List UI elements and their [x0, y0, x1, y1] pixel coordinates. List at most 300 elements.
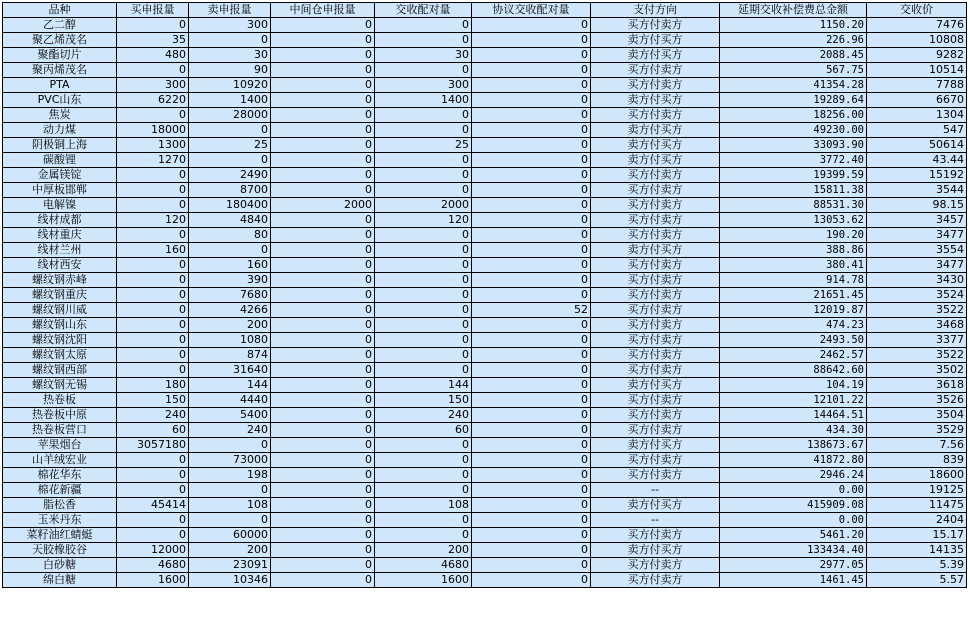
cell-delivery-price: 3477 — [867, 228, 967, 243]
cell-delivery-price: 19125 — [867, 483, 967, 498]
cell-buy-declared: 0 — [117, 258, 189, 273]
table-row — [3, 423, 967, 438]
table-row — [3, 93, 967, 108]
cell-agreement-matched: 0 — [472, 468, 591, 483]
cell-delivery-price: 7788 — [867, 78, 967, 93]
cell-product: 阴极铜上海 — [3, 138, 117, 153]
cell-payment-direction: 买方付卖方 — [591, 228, 720, 243]
cell-delivery-price: 10808 — [867, 33, 967, 48]
cell-buy-declared: 1300 — [117, 138, 189, 153]
cell-product: 热卷板中原 — [3, 408, 117, 423]
table-row — [3, 33, 967, 48]
cell-product: 绵白糖 — [3, 573, 117, 588]
cell-payment-direction: 买方付卖方 — [591, 273, 720, 288]
cell-buy-declared: 6220 — [117, 93, 189, 108]
cell-product: 聚酯切片 — [3, 48, 117, 63]
cell-delivery-matched: 1600 — [375, 573, 472, 588]
cell-intermediate-declared: 0 — [271, 303, 375, 318]
cell-sell-declared: 108 — [189, 498, 271, 513]
table-row — [3, 453, 967, 468]
cell-intermediate-declared: 0 — [271, 408, 375, 423]
cell-delivery-matched: 0 — [375, 453, 472, 468]
cell-sell-declared: 300 — [189, 18, 271, 33]
cell-product: 聚丙烯茂名 — [3, 63, 117, 78]
cell-intermediate-declared: 0 — [271, 423, 375, 438]
cell-delivery-price: 3618 — [867, 378, 967, 393]
cell-intermediate-declared: 0 — [271, 63, 375, 78]
cell-compensation-total: 41354.28 — [720, 78, 867, 93]
cell-delivery-matched: 1400 — [375, 93, 472, 108]
cell-product: 天胶橡胶谷 — [3, 543, 117, 558]
cell-compensation-total: 914.78 — [720, 273, 867, 288]
cell-payment-direction: 卖方付买方 — [591, 123, 720, 138]
cell-sell-declared: 874 — [189, 348, 271, 363]
cell-buy-declared: 1600 — [117, 573, 189, 588]
cell-sell-declared: 30 — [189, 48, 271, 63]
cell-payment-direction: 卖方付买方 — [591, 438, 720, 453]
cell-agreement-matched: 0 — [472, 273, 591, 288]
cell-compensation-total: 18256.00 — [720, 108, 867, 123]
table-row — [3, 18, 967, 33]
cell-payment-direction: 买方付卖方 — [591, 468, 720, 483]
cell-delivery-price: 14135 — [867, 543, 967, 558]
cell-payment-direction: 买方付卖方 — [591, 348, 720, 363]
cell-delivery-matched: 0 — [375, 123, 472, 138]
cell-payment-direction: 卖方付买方 — [591, 543, 720, 558]
cell-delivery-matched: 25 — [375, 138, 472, 153]
cell-product: 螺纹钢无锡 — [3, 378, 117, 393]
cell-delivery-matched: 0 — [375, 303, 472, 318]
cell-buy-declared: 480 — [117, 48, 189, 63]
cell-delivery-price: 6670 — [867, 93, 967, 108]
table-row — [3, 513, 967, 528]
cell-delivery-matched: 0 — [375, 18, 472, 33]
cell-delivery-matched: 0 — [375, 318, 472, 333]
cell-compensation-total: 19289.64 — [720, 93, 867, 108]
cell-delivery-price: 3529 — [867, 423, 967, 438]
cell-agreement-matched: 0 — [472, 318, 591, 333]
cell-sell-declared: 10346 — [189, 573, 271, 588]
cell-agreement-matched: 0 — [472, 378, 591, 393]
cell-sell-declared: 5400 — [189, 408, 271, 423]
cell-compensation-total: 15811.38 — [720, 183, 867, 198]
cell-compensation-total: 474.23 — [720, 318, 867, 333]
cell-buy-declared: 3057180 — [117, 438, 189, 453]
cell-intermediate-declared: 0 — [271, 333, 375, 348]
cell-delivery-matched: 0 — [375, 333, 472, 348]
cell-compensation-total: 12019.87 — [720, 303, 867, 318]
cell-intermediate-declared: 0 — [271, 348, 375, 363]
cell-agreement-matched: 0 — [472, 123, 591, 138]
cell-payment-direction: 卖方付买方 — [591, 378, 720, 393]
cell-agreement-matched: 0 — [472, 213, 591, 228]
table-row — [3, 258, 967, 273]
cell-delivery-price: 839 — [867, 453, 967, 468]
table-row — [3, 438, 967, 453]
cell-delivery-price: 3544 — [867, 183, 967, 198]
cell-payment-direction: 买方付卖方 — [591, 78, 720, 93]
cell-intermediate-declared: 0 — [271, 483, 375, 498]
cell-delivery-matched: 0 — [375, 63, 472, 78]
cell-delivery-matched: 30 — [375, 48, 472, 63]
cell-compensation-total: 567.75 — [720, 63, 867, 78]
cell-product: 螺纹钢重庆 — [3, 288, 117, 303]
cell-compensation-total: 14464.51 — [720, 408, 867, 423]
cell-buy-declared: 300 — [117, 78, 189, 93]
cell-delivery-matched: 0 — [375, 273, 472, 288]
cell-product: 玉米丹东 — [3, 513, 117, 528]
table-body — [3, 18, 967, 588]
cell-agreement-matched: 0 — [472, 258, 591, 273]
header-delivery-price: 交收价 — [867, 3, 967, 18]
cell-product: 电解镍 — [3, 198, 117, 213]
cell-intermediate-declared: 0 — [271, 378, 375, 393]
cell-payment-direction: 卖方付买方 — [591, 498, 720, 513]
cell-buy-declared: 0 — [117, 528, 189, 543]
cell-agreement-matched: 0 — [472, 168, 591, 183]
cell-delivery-price: 3554 — [867, 243, 967, 258]
header-delivery-matched: 交收配对量 — [375, 3, 472, 18]
cell-sell-declared: 31640 — [189, 363, 271, 378]
cell-compensation-total: 2946.24 — [720, 468, 867, 483]
table-row — [3, 333, 967, 348]
cell-product: 焦炭 — [3, 108, 117, 123]
cell-delivery-price: 11475 — [867, 498, 967, 513]
cell-product: 线材西安 — [3, 258, 117, 273]
cell-product: 螺纹钢赤峰 — [3, 273, 117, 288]
cell-delivery-matched: 120 — [375, 213, 472, 228]
cell-intermediate-declared: 0 — [271, 498, 375, 513]
cell-buy-declared: 0 — [117, 333, 189, 348]
table-row — [3, 543, 967, 558]
cell-intermediate-declared: 0 — [271, 78, 375, 93]
cell-product: 菜籽油红蜻蜓 — [3, 528, 117, 543]
cell-compensation-total: 380.41 — [720, 258, 867, 273]
cell-intermediate-declared: 0 — [271, 288, 375, 303]
cell-buy-declared: 240 — [117, 408, 189, 423]
table-row — [3, 138, 967, 153]
table-row — [3, 348, 967, 363]
cell-payment-direction: 卖方付买方 — [591, 48, 720, 63]
cell-product: 线材重庆 — [3, 228, 117, 243]
cell-buy-declared: 0 — [117, 18, 189, 33]
cell-delivery-matched: 0 — [375, 153, 472, 168]
cell-compensation-total: 41872.80 — [720, 453, 867, 468]
cell-sell-declared: 10920 — [189, 78, 271, 93]
cell-payment-direction: 卖方付买方 — [591, 138, 720, 153]
cell-agreement-matched: 0 — [472, 498, 591, 513]
cell-compensation-total: 388.86 — [720, 243, 867, 258]
cell-delivery-matched: 0 — [375, 348, 472, 363]
cell-compensation-total: 88642.60 — [720, 363, 867, 378]
cell-agreement-matched: 0 — [472, 33, 591, 48]
cell-delivery-price: 3477 — [867, 258, 967, 273]
cell-product: 山羊绒宏业 — [3, 453, 117, 468]
cell-agreement-matched: 0 — [472, 108, 591, 123]
cell-delivery-matched: 0 — [375, 33, 472, 48]
cell-agreement-matched: 0 — [472, 363, 591, 378]
table-row — [3, 183, 967, 198]
cell-payment-direction: 卖方付买方 — [591, 153, 720, 168]
cell-delivery-price: 5.57 — [867, 573, 967, 588]
cell-buy-declared: 45414 — [117, 498, 189, 513]
cell-buy-declared: 0 — [117, 228, 189, 243]
cell-payment-direction: 买方付卖方 — [591, 363, 720, 378]
cell-payment-direction: 买方付卖方 — [591, 183, 720, 198]
cell-compensation-total: 2977.05 — [720, 558, 867, 573]
cell-product: 白砂糖 — [3, 558, 117, 573]
cell-buy-declared: 0 — [117, 303, 189, 318]
cell-compensation-total: 3772.40 — [720, 153, 867, 168]
cell-buy-declared: 0 — [117, 198, 189, 213]
cell-delivery-price: 3504 — [867, 408, 967, 423]
delivery-settlement-table — [2, 2, 967, 588]
cell-intermediate-declared: 0 — [271, 33, 375, 48]
cell-delivery-price: 3524 — [867, 288, 967, 303]
table-row — [3, 243, 967, 258]
cell-delivery-price: 3468 — [867, 318, 967, 333]
cell-sell-declared: 0 — [189, 483, 271, 498]
cell-buy-declared: 0 — [117, 468, 189, 483]
cell-delivery-price: 7.56 — [867, 438, 967, 453]
cell-sell-declared: 4266 — [189, 303, 271, 318]
cell-buy-declared: 0 — [117, 513, 189, 528]
cell-product: 热卷板营口 — [3, 423, 117, 438]
table-row — [3, 378, 967, 393]
table-row — [3, 273, 967, 288]
cell-intermediate-declared: 0 — [271, 438, 375, 453]
table-row — [3, 63, 967, 78]
cell-intermediate-declared: 0 — [271, 258, 375, 273]
settlement-table-container — [2, 2, 967, 588]
cell-intermediate-declared: 0 — [271, 213, 375, 228]
cell-agreement-matched: 0 — [472, 483, 591, 498]
cell-product: 螺纹钢太原 — [3, 348, 117, 363]
cell-sell-declared: 0 — [189, 513, 271, 528]
cell-delivery-matched: 0 — [375, 258, 472, 273]
cell-delivery-price: 3457 — [867, 213, 967, 228]
cell-delivery-matched: 0 — [375, 168, 472, 183]
cell-compensation-total: 104.19 — [720, 378, 867, 393]
cell-compensation-total: 12101.22 — [720, 393, 867, 408]
cell-sell-declared: 4840 — [189, 213, 271, 228]
cell-payment-direction: 卖方付买方 — [591, 93, 720, 108]
cell-delivery-price: 7476 — [867, 18, 967, 33]
cell-delivery-matched: 0 — [375, 528, 472, 543]
cell-delivery-price: 3526 — [867, 393, 967, 408]
cell-sell-declared: 200 — [189, 318, 271, 333]
table-row — [3, 48, 967, 63]
table-row — [3, 78, 967, 93]
header-compensation-total: 延期交收补偿费总金额 — [720, 3, 867, 18]
cell-intermediate-declared: 2000 — [271, 198, 375, 213]
cell-product: 动力煤 — [3, 123, 117, 138]
cell-sell-declared: 240 — [189, 423, 271, 438]
cell-compensation-total: 190.20 — [720, 228, 867, 243]
cell-agreement-matched: 0 — [472, 93, 591, 108]
cell-delivery-price: 547 — [867, 123, 967, 138]
cell-intermediate-declared: 0 — [271, 393, 375, 408]
cell-compensation-total: 1150.20 — [720, 18, 867, 33]
cell-agreement-matched: 0 — [472, 153, 591, 168]
header-buy-declared: 买申报量 — [117, 3, 189, 18]
cell-buy-declared: 0 — [117, 168, 189, 183]
cell-delivery-price: 18600 — [867, 468, 967, 483]
cell-agreement-matched: 0 — [472, 408, 591, 423]
table-row — [3, 213, 967, 228]
cell-intermediate-declared: 0 — [271, 558, 375, 573]
cell-buy-declared: 0 — [117, 483, 189, 498]
table-row — [3, 483, 967, 498]
cell-intermediate-declared: 0 — [271, 108, 375, 123]
cell-payment-direction: 买方付卖方 — [591, 303, 720, 318]
cell-intermediate-declared: 0 — [271, 123, 375, 138]
cell-compensation-total: 133434.40 — [720, 543, 867, 558]
cell-compensation-total: 5461.20 — [720, 528, 867, 543]
header-payment-direction: 支付方向 — [591, 3, 720, 18]
cell-product: 金属镁锭 — [3, 168, 117, 183]
cell-delivery-matched: 0 — [375, 108, 472, 123]
cell-product: 线材兰州 — [3, 243, 117, 258]
cell-delivery-price: 98.15 — [867, 198, 967, 213]
cell-intermediate-declared: 0 — [271, 363, 375, 378]
table-row — [3, 303, 967, 318]
cell-sell-declared: 198 — [189, 468, 271, 483]
cell-intermediate-declared: 0 — [271, 273, 375, 288]
cell-product: 螺纹钢西部 — [3, 363, 117, 378]
cell-payment-direction: 买方付卖方 — [591, 18, 720, 33]
cell-intermediate-declared: 0 — [271, 138, 375, 153]
cell-intermediate-declared: 0 — [271, 468, 375, 483]
cell-compensation-total: 13053.62 — [720, 213, 867, 228]
cell-delivery-price: 10514 — [867, 63, 967, 78]
cell-intermediate-declared: 0 — [271, 453, 375, 468]
table-row — [3, 498, 967, 513]
cell-delivery-matched: 240 — [375, 408, 472, 423]
cell-product: 热卷板 — [3, 393, 117, 408]
header-agreement-matched: 协议交收配对量 — [472, 3, 591, 18]
cell-buy-declared: 0 — [117, 363, 189, 378]
cell-payment-direction: 买方付卖方 — [591, 198, 720, 213]
cell-compensation-total: 0.00 — [720, 513, 867, 528]
header-product: 品种 — [3, 3, 117, 18]
cell-intermediate-declared: 0 — [271, 243, 375, 258]
header-intermediate-declared: 中间仓申报量 — [271, 3, 375, 18]
cell-buy-declared: 0 — [117, 108, 189, 123]
cell-delivery-matched: 0 — [375, 288, 472, 303]
table-row — [3, 408, 967, 423]
cell-agreement-matched: 0 — [472, 138, 591, 153]
cell-agreement-matched: 0 — [472, 198, 591, 213]
cell-delivery-matched: 2000 — [375, 198, 472, 213]
table-row — [3, 123, 967, 138]
cell-sell-declared: 200 — [189, 543, 271, 558]
cell-payment-direction: 买方付卖方 — [591, 453, 720, 468]
cell-delivery-matched: 144 — [375, 378, 472, 393]
table-row — [3, 573, 967, 588]
cell-product: 螺纹钢山东 — [3, 318, 117, 333]
cell-compensation-total: 2088.45 — [720, 48, 867, 63]
cell-buy-declared: 0 — [117, 318, 189, 333]
cell-intermediate-declared: 0 — [271, 183, 375, 198]
cell-agreement-matched: 0 — [472, 63, 591, 78]
cell-payment-direction: 买方付卖方 — [591, 558, 720, 573]
cell-delivery-matched: 0 — [375, 243, 472, 258]
cell-compensation-total: 2462.57 — [720, 348, 867, 363]
cell-payment-direction: 买方付卖方 — [591, 288, 720, 303]
cell-delivery-matched: 108 — [375, 498, 472, 513]
cell-agreement-matched: 0 — [472, 348, 591, 363]
cell-buy-declared: 35 — [117, 33, 189, 48]
cell-delivery-matched: 4680 — [375, 558, 472, 573]
cell-payment-direction: 买方付卖方 — [591, 528, 720, 543]
cell-sell-declared: 390 — [189, 273, 271, 288]
table-row — [3, 198, 967, 213]
cell-payment-direction: 买方付卖方 — [591, 318, 720, 333]
cell-sell-declared: 80 — [189, 228, 271, 243]
cell-intermediate-declared: 0 — [271, 18, 375, 33]
cell-delivery-matched: 200 — [375, 543, 472, 558]
cell-payment-direction: 买方付卖方 — [591, 408, 720, 423]
cell-sell-declared: 90 — [189, 63, 271, 78]
cell-agreement-matched: 0 — [472, 543, 591, 558]
cell-buy-declared: 0 — [117, 348, 189, 363]
cell-buy-declared: 60 — [117, 423, 189, 438]
cell-product: 线材成都 — [3, 213, 117, 228]
cell-payment-direction: 买方付卖方 — [591, 393, 720, 408]
cell-delivery-price: 3502 — [867, 363, 967, 378]
cell-delivery-price: 9282 — [867, 48, 967, 63]
cell-agreement-matched: 0 — [472, 528, 591, 543]
table-row — [3, 168, 967, 183]
table-row — [3, 393, 967, 408]
cell-product: 聚乙烯茂名 — [3, 33, 117, 48]
cell-agreement-matched: 0 — [472, 183, 591, 198]
cell-payment-direction: 卖方付买方 — [591, 33, 720, 48]
cell-agreement-matched: 0 — [472, 333, 591, 348]
cell-delivery-price: 1304 — [867, 108, 967, 123]
cell-compensation-total: 415909.08 — [720, 498, 867, 513]
cell-buy-declared: 18000 — [117, 123, 189, 138]
cell-intermediate-declared: 0 — [271, 168, 375, 183]
cell-delivery-price: 3430 — [867, 273, 967, 288]
table-row — [3, 318, 967, 333]
cell-agreement-matched: 0 — [472, 438, 591, 453]
cell-payment-direction: 买方付卖方 — [591, 258, 720, 273]
cell-sell-declared: 8700 — [189, 183, 271, 198]
cell-delivery-matched: 0 — [375, 363, 472, 378]
cell-compensation-total: 138673.67 — [720, 438, 867, 453]
cell-intermediate-declared: 0 — [271, 48, 375, 63]
cell-buy-declared: 160 — [117, 243, 189, 258]
cell-agreement-matched: 0 — [472, 78, 591, 93]
cell-agreement-matched: 0 — [472, 243, 591, 258]
table-row — [3, 558, 967, 573]
cell-delivery-price: 2404 — [867, 513, 967, 528]
cell-intermediate-declared: 0 — [271, 528, 375, 543]
cell-sell-declared: 144 — [189, 378, 271, 393]
cell-agreement-matched: 0 — [472, 513, 591, 528]
cell-sell-declared: 73000 — [189, 453, 271, 468]
table-row — [3, 363, 967, 378]
cell-sell-declared: 180400 — [189, 198, 271, 213]
cell-payment-direction: 买方付卖方 — [591, 423, 720, 438]
cell-agreement-matched: 0 — [472, 558, 591, 573]
cell-product: PTA — [3, 78, 117, 93]
cell-buy-declared: 4680 — [117, 558, 189, 573]
cell-product: 中厚板邯郸 — [3, 183, 117, 198]
table-row — [3, 153, 967, 168]
